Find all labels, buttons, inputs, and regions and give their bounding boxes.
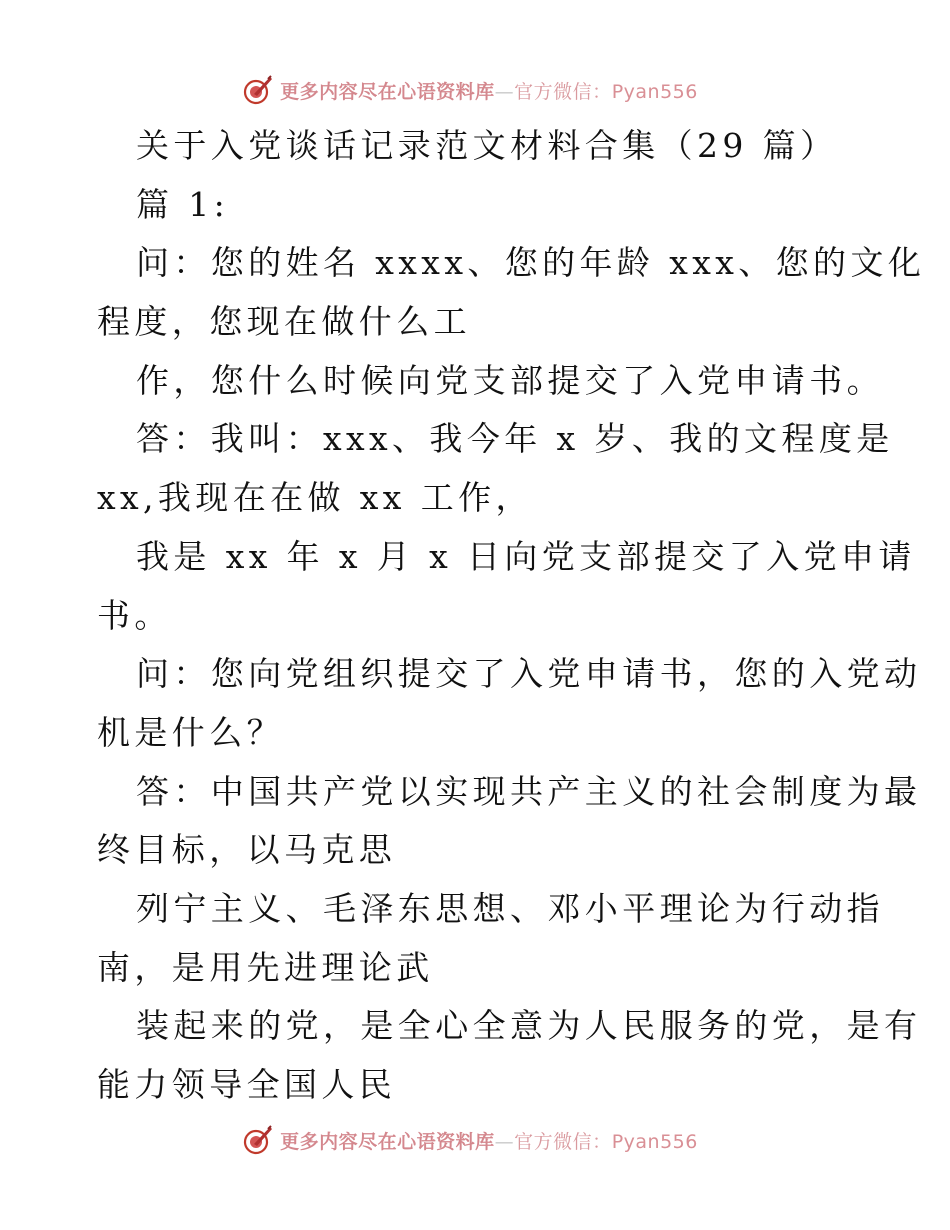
document-line: 答：中国共产党以实现共产主义的社会制度为最 (136, 771, 922, 811)
document-line: 列宁主义、毛泽东思想、邓小平理论为行动指 (136, 888, 884, 928)
watermark-header (0, 70, 950, 110)
document-line: 书。 (97, 595, 172, 635)
watermark-sub: 官方微信： (514, 1130, 612, 1153)
document-line: 装起来的党，是全心全意为人民服务的党，是有 (136, 1006, 922, 1046)
document-line: xx,我现在在做 xx 工作， (97, 478, 533, 518)
quill-pen-logo-icon (242, 74, 274, 106)
watermark-id: Pyan556 (611, 1130, 698, 1153)
document-line: 问：您向党组织提交了入党申请书，您的入党动 (136, 654, 922, 694)
watermark-id: Pyan556 (611, 80, 698, 103)
watermark-text (280, 1127, 698, 1154)
watermark-separator: — (494, 1130, 515, 1153)
watermark-footer (0, 1120, 950, 1160)
document-line: 机是什么？ (97, 712, 284, 752)
document-line: 程度，您现在做什么工 (97, 302, 471, 342)
watermark-text (280, 77, 698, 104)
document-line: 我是 xx 年 x 月 x 日向党支部提交了入党申请 (136, 536, 916, 576)
quill-pen-logo-icon (242, 1124, 274, 1156)
watermark-sub: 官方微信： (514, 80, 612, 103)
document-line: 篇 1: (136, 184, 230, 224)
document-line: 答：我叫：xxx、我今年 x 岁、我的文程度是 (136, 419, 894, 459)
document-line: 南，是用先进理论武 (97, 947, 434, 987)
document-body (97, 117, 926, 1115)
document-line: 终目标，以马克思 (97, 830, 397, 870)
document-line: 问：您的姓名 xxxx、您的年龄 xxx、您的文化 (136, 243, 926, 283)
document-line: 能力领导全国人民 (97, 1065, 397, 1104)
watermark-main: 更多内容尽在心语资料库 (280, 1130, 495, 1153)
watermark-separator: — (494, 80, 515, 103)
document-line: 关于入党谈话记录范文材料合集（29 篇） (136, 126, 838, 165)
document-line: 作，您什么时候向党支部提交了入党申请书。 (136, 360, 884, 400)
watermark-main: 更多内容尽在心语资料库 (280, 80, 495, 103)
